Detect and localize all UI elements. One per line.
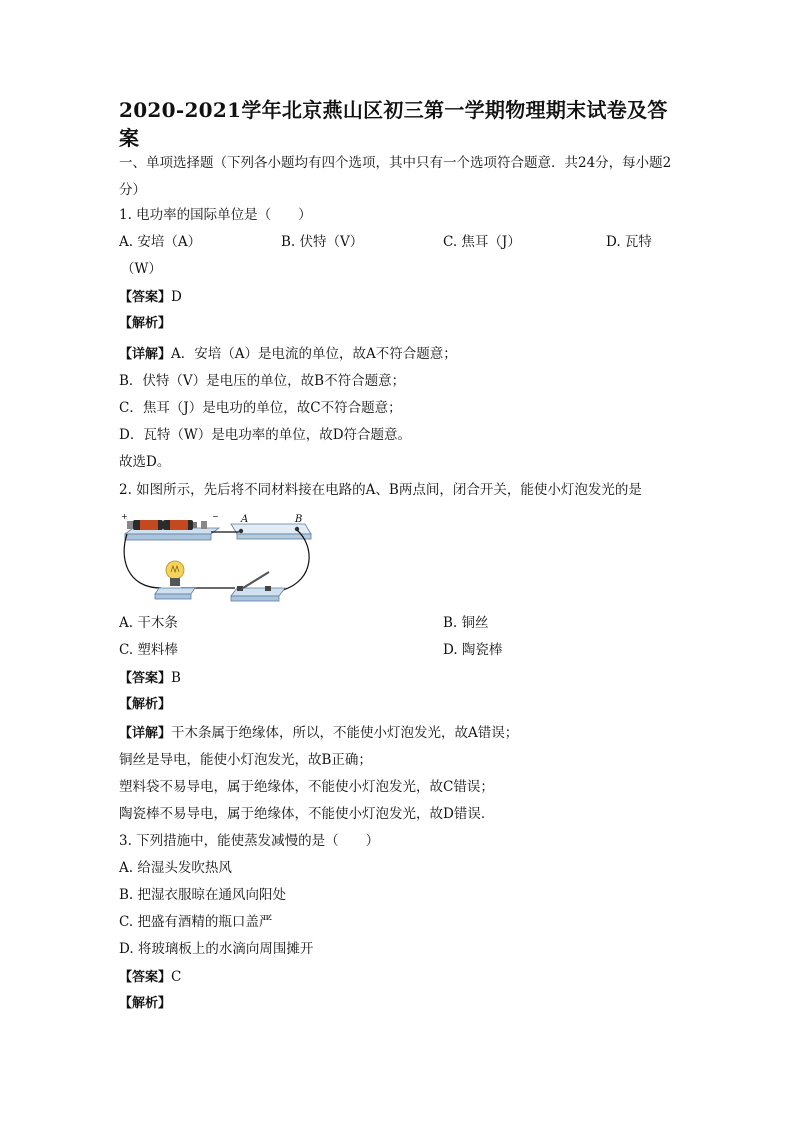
detail-tag: 【详解】	[119, 726, 172, 741]
detail-text: 干木条属于绝缘体，所以，不能使小灯泡发光，故A错误；	[171, 725, 519, 741]
q1-option-d: D. 瓦特	[606, 234, 652, 250]
answer-value: C	[171, 969, 182, 985]
answer-tag: 【答案】	[119, 290, 172, 305]
q2-option-a: A. 干木条	[119, 615, 178, 631]
q3-analysis-tag: 【解析】	[119, 996, 172, 1011]
detail-tag: 【详解】	[119, 347, 172, 362]
q1-option-a: A. 安培（A）	[119, 234, 202, 250]
q2-analysis-tag: 【解析】	[119, 697, 172, 712]
q2-detail-2: 铜丝是导电，能使小灯泡发光，故B正确；	[119, 752, 372, 768]
q1-option-b: B. 伏特（V）	[281, 234, 364, 250]
q2-detail-4: 陶瓷棒不易导电，属于绝缘体，不能使小灯泡发光，故D错误．	[119, 806, 495, 822]
q3-option-b: B. 把湿衣服晾在通风向阳处	[119, 887, 287, 903]
q1-detail-5: 故选D。	[119, 454, 171, 470]
answer-tag: 【答案】	[119, 671, 172, 686]
q1-analysis-tag: 【解析】	[119, 316, 172, 331]
answer-tag: 【答案】	[119, 970, 172, 985]
q1-detail-3: C．焦耳（J）是电功的单位，故C不符合题意；	[119, 400, 402, 416]
document-title: 2020-2021学年北京燕山区初三第一学期物理期末试卷及答案	[119, 98, 668, 150]
q1-detail-4: D．瓦特（W）是电功率的单位，故D符合题意。	[119, 427, 412, 443]
question-2-stem: 2. 如图所示，先后将不同材料接在电路的A、B两点间，闭合开关，能使小灯泡发光的是	[119, 482, 642, 498]
q2-detail-1	[119, 724, 518, 743]
q1-detail-2: B．伏特（V）是电压的单位，故B不符合题意；	[119, 373, 406, 389]
q3-option-a: A. 给湿头发吹热风	[119, 860, 232, 876]
answer-value: B	[171, 670, 181, 686]
circuit-diagram	[119, 510, 319, 606]
answer-value: D	[171, 289, 182, 305]
point-a-label: A	[241, 514, 249, 525]
q2-detail-3: 塑料袋不易导电，属于绝缘体，不能使小灯泡发光，故C错误；	[119, 779, 494, 795]
q1-option-c: C. 焦耳（J）	[443, 234, 521, 250]
q2-option-c: C. 塑料棒	[119, 642, 178, 658]
q2-answer	[119, 669, 181, 688]
q2-option-b: B. 铜丝	[443, 615, 489, 631]
q3-option-d: D. 将玻璃板上的水滴向周围摊开	[119, 941, 314, 957]
plus-label: +	[121, 512, 128, 521]
question-3-stem: 3. 下列措施中，能使蒸发减慢的是（ ）	[119, 833, 380, 849]
point-b-label: B	[295, 514, 303, 525]
detail-text: A．安培（A）是电流的单位，故A不符合题意；	[171, 346, 457, 362]
q2-option-d: D. 陶瓷棒	[443, 642, 503, 658]
minus-label: −	[212, 512, 219, 521]
section-heading: 一、单项选择题（下列各小题均有四个选项，其中只有一个选项符合题意．共24分，每小题2分）	[119, 155, 672, 198]
question-1-stem: 1. 电功率的国际单位是（ ）	[119, 207, 312, 223]
q3-answer	[119, 968, 181, 987]
q3-option-c: C. 把盛有酒精的瓶口盖严	[119, 914, 273, 930]
q1-detail-1	[119, 345, 457, 364]
light-bulb-icon	[166, 561, 184, 586]
q1-option-d-cont: （W）	[121, 261, 162, 277]
q1-answer	[119, 288, 182, 307]
